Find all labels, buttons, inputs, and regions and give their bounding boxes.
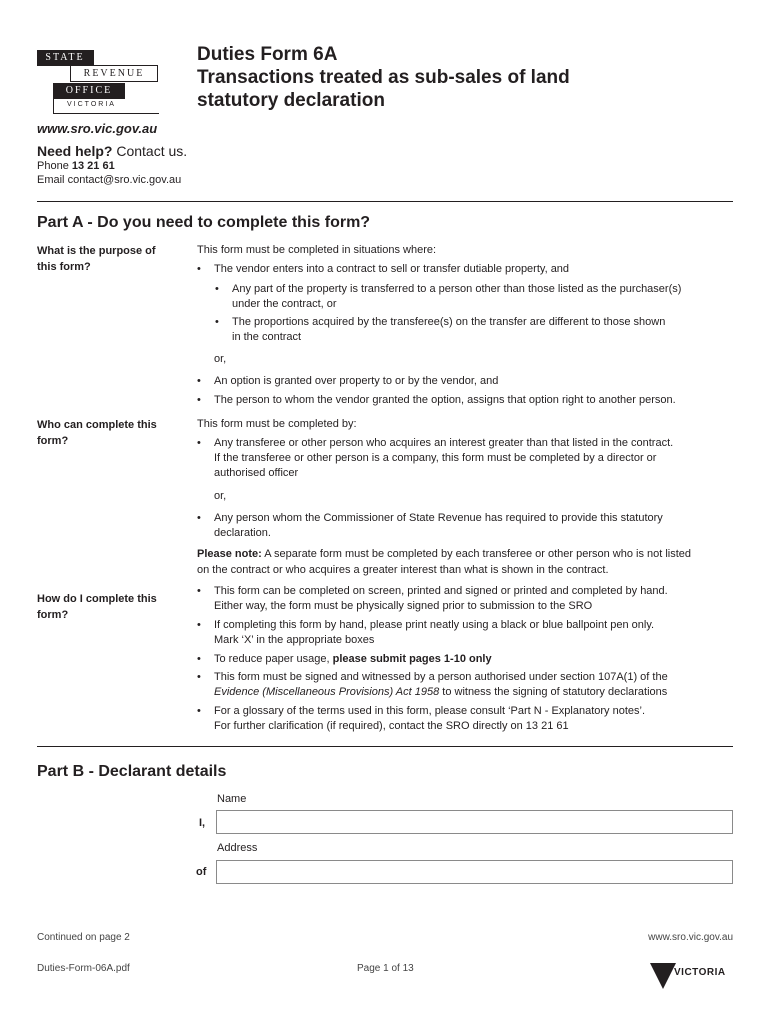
victoria-logo-text: VICTORIA: [674, 967, 726, 978]
q1-bullet: • The vendor enters into a contract to sell or transfer dutiable property, and: [214, 262, 569, 277]
q3-bullet-cont: Either way, the form must be physically signed prior to submission to the SRO: [214, 600, 593, 612]
act-title: Evidence (Miscellaneous Provisions) Act 1958: [214, 686, 440, 698]
q3-bullet-cont: [214, 685, 667, 700]
divider: [37, 201, 733, 202]
q2-intro: This form must be completed by:: [197, 418, 357, 430]
please-note-text: A separate form must be completed by each transferee or other person who is not listed: [264, 548, 692, 560]
i-label: I,: [199, 817, 206, 829]
logo-rule: [53, 83, 54, 114]
q2-bullet: • Any person whom the Commissioner of State Revenue has required to provide this statutory: [214, 511, 663, 526]
name-label: Name: [217, 793, 247, 805]
please-note-cont: on the contract or who acquires a greater interest than what is shown in the contract.: [197, 564, 609, 576]
q3-b3-bold: please submit pages 1-10 only: [332, 653, 492, 665]
logo-rule: [37, 65, 70, 66]
question-purpose: What is the purpose of this form?: [37, 245, 156, 273]
q3-bullet: [214, 652, 492, 667]
need-help-contact[interactable]: Contact us.: [116, 143, 188, 159]
form-title: [197, 43, 717, 112]
footer-filename: Duties-Form-06A.pdf: [37, 963, 130, 974]
q2-bullet-cont: If the transferee or other person is a company, this form must be completed by a director or: [214, 452, 657, 464]
victoria-logo: [650, 961, 734, 996]
divider: [37, 746, 733, 747]
title-line: Duties Form 6A: [197, 44, 338, 65]
page-number: Page 1 of 13: [357, 963, 414, 974]
q1-intro: This form must be completed in situations where:: [197, 244, 437, 256]
address-label: Address: [217, 842, 258, 854]
email-label: Email: [37, 174, 65, 186]
q2-or: or,: [214, 490, 227, 502]
email-link[interactable]: contact@sro.vic.gov.au: [67, 174, 182, 186]
q3-bullet: • For a glossary of the terms used in this form, please consult ‘Part N - Explanatory notes’.: [214, 704, 645, 719]
question-how: How do I complete this form?: [37, 593, 157, 621]
title-line: statutory declaration: [197, 90, 385, 111]
of-label: of: [196, 866, 207, 878]
sro-logo: [37, 48, 160, 120]
question-who: Who can complete this form?: [37, 419, 157, 447]
logo-rule: [93, 50, 94, 65]
q2-bullet-cont: declaration.: [214, 527, 271, 539]
q1-subbullet: • Any part of the property is transferred to a person other than those listed as the purchaser(s): [232, 282, 681, 297]
name-input[interactable]: [216, 810, 733, 834]
footer-website[interactable]: www.sro.vic.gov.au: [648, 932, 733, 943]
phone-line: [37, 160, 115, 172]
website-link[interactable]: www.sro.vic.gov.au: [37, 121, 158, 136]
q3-bullet: • If completing this form by hand, please print neatly using a black or blue ballpoint pen only.: [214, 618, 654, 633]
continued-note: Continued on page 2: [37, 932, 130, 943]
q1-bullet: • The person to whom the vendor granted the option, assigns that option right to another person.: [214, 393, 676, 408]
need-help-bold: Need help?: [37, 143, 113, 159]
q1-or: or,: [214, 353, 227, 365]
please-note-label: Please note:: [197, 548, 262, 560]
q2-bullet-cont: authorised officer: [214, 467, 299, 479]
logo-state: STATE: [37, 50, 93, 65]
please-note: [197, 547, 691, 562]
address-input[interactable]: [216, 860, 733, 884]
q1-subbullet-cont: in the contract: [232, 331, 302, 343]
logo-office: OFFICE: [53, 83, 125, 99]
title-line: Transactions treated as sub-sales of land: [197, 67, 570, 88]
part-a-heading: Part A - Do you need to complete this form?: [37, 214, 371, 231]
q3-b4-rest: to witness the signing of statutory declarations: [442, 686, 668, 698]
need-help: [37, 143, 187, 159]
q3-bullet: • This form must be signed and witnessed by a person authorised under section 107A(1) of the: [214, 670, 668, 685]
q2-bullet: • Any transferee or other person who acquires an interest greater than that listed in the contract.: [214, 436, 673, 451]
q3-bullet: • This form can be completed on screen, printed and signed or printed and completed by hand.: [214, 584, 668, 599]
part-b-heading: Part B - Declarant details: [37, 763, 227, 780]
logo-revenue: REVENUE: [70, 65, 158, 82]
phone-number: 13 21 61: [71, 160, 115, 172]
q1-subbullet-cont: under the contract, or: [232, 298, 337, 310]
q1-bullet: • An option is granted over property to or by the vendor, and: [214, 374, 498, 389]
q3-bullet-cont: For further clarification (if required), contact the SRO directly on 13 21 61: [214, 720, 569, 732]
logo-rule: [53, 113, 159, 114]
phone-label: Phone: [37, 160, 69, 172]
q3-b3-text: To reduce paper usage,: [214, 653, 330, 665]
q3-bullet-cont: Mark ‘X’ in the appropriate boxes: [214, 634, 375, 646]
q1-subbullet: • The proportions acquired by the transferee(s) on the transfer are different to those shown: [232, 315, 665, 330]
logo-victoria: VICTORIA: [67, 101, 116, 108]
email-line: [37, 174, 181, 186]
